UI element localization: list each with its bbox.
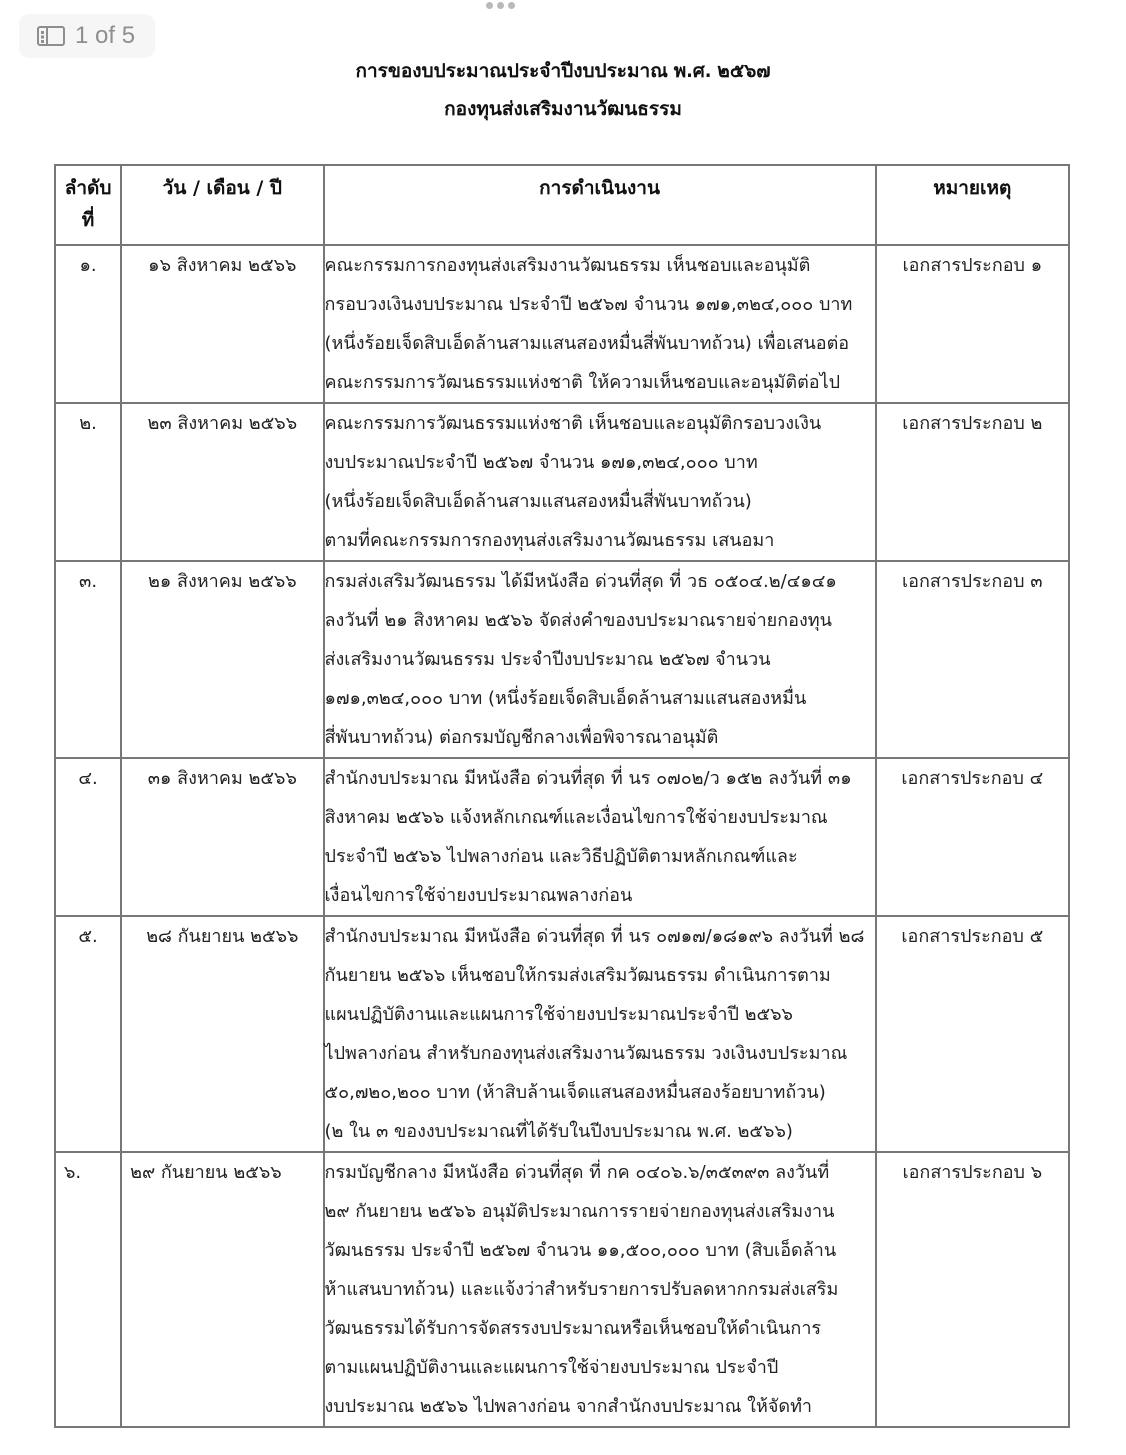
header-remark: หมายเหตุ (876, 165, 1069, 245)
table-row (55, 916, 1069, 1152)
action-line: (หนึ่งร้อยเจ็ดสิบเอ็ดล้านสามแสนสองหมื่นสี่พันบาทถ้วน) เพื่อเสนอต่อ (324, 333, 850, 354)
action-line: คณะกรรมการวัฒนธรรมแห่งชาติ ให้ความเห็นชอบและอนุมัติต่อไป (324, 372, 841, 393)
budget-timeline-table (54, 164, 1070, 1428)
action-line: ตามที่คณะกรรมการกองทุนส่งเสริมงานวัฒนธรรม เสนอมา (324, 530, 775, 551)
row-no: ๔. (55, 758, 121, 916)
header-action: การดำเนินงาน (324, 165, 876, 245)
action-line: ไปพลางก่อน สำหรับกองทุนส่งเสริมงานวัฒนธรรม วงเงินงบประมาณ (324, 1043, 848, 1064)
row-remark: เอกสารประกอบ ๔ (876, 758, 1069, 916)
action-line: งบประมาณ ๒๕๖๖ ไปพลางก่อน จากสำนักงบประมาณ ให้จัดทำ (324, 1396, 813, 1417)
table-row (55, 403, 1069, 561)
row-date: ๑๖ สิงหาคม ๒๕๖๖ (121, 245, 323, 403)
row-no: ๕. (55, 916, 121, 1152)
row-date: ๒๘ กันยายน ๒๕๖๖ (121, 916, 323, 1152)
header-date: วัน / เดือน / ปี (121, 165, 323, 245)
action-line: ส่งเสริมงานวัฒนธรรม ประจำปีงบประมาณ ๒๕๖๗ จำนวน (324, 649, 771, 670)
row-action (324, 245, 876, 403)
table-row (55, 758, 1069, 916)
row-remark: เอกสารประกอบ ๓ (876, 561, 1069, 758)
action-line: ๒๙ กันยายน ๒๕๖๖ อนุมัติประมาณการรายจ่ายกองทุนส่งเสริมงาน (324, 1201, 835, 1222)
header-no-line1: ลำดับ (64, 177, 112, 199)
row-date: ๓๑ สิงหาคม ๒๕๖๖ (121, 758, 323, 916)
action-line: กันยายน ๒๕๖๖ เห็นชอบให้กรมส่งเสริมวัฒนธรรม ดำเนินการตาม (324, 965, 831, 986)
header-no (55, 165, 121, 245)
action-line: วัฒนธรรม ประจำปี ๒๕๖๗ จำนวน ๑๑,๕๐๐,๐๐๐ บาท (สิบเอ็ดล้าน (324, 1240, 837, 1261)
dot (508, 2, 515, 9)
action-line: (๒ ใน ๓ ของงบประมาณที่ได้รับในปีงบประมาณ พ.ศ. ๒๕๖๖) (324, 1121, 793, 1142)
document-subtitle: กองทุนส่งเสริมงานวัฒนธรรม (444, 98, 682, 120)
action-line: เงื่อนไขการใช้จ่ายงบประมาณพลางก่อน (324, 885, 633, 906)
row-no: ๒. (55, 403, 121, 561)
more-options-icon[interactable] (482, 0, 518, 10)
action-line: ตามแผนปฏิบัติงานและแผนการใช้จ่ายงบประมาณ ประจำปี (324, 1357, 779, 1378)
action-line: แผนปฏิบัติงานและแผนการใช้จ่ายงบประมาณประจำปี ๒๕๖๖ (324, 1004, 793, 1025)
header-no-line2: ที่ (81, 209, 95, 231)
table-header-row (55, 165, 1069, 245)
action-line: ห้าแสนบาทถ้วน) และแจ้งว่าสำหรับรายการปรับลดหากกรมส่งเสริม (324, 1279, 839, 1300)
row-action (324, 1152, 876, 1427)
action-line: ลงวันที่ ๒๑ สิงหาคม ๒๕๖๖ จัดส่งคำของบประมาณรายจ่ายกองทุน (324, 610, 832, 631)
action-line: กรมส่งเสริมวัฒนธรรม ได้มีหนังสือ ด่วนที่สุด ที่ วธ ๐๕๐๔.๒/๔๑๔๑ (324, 571, 837, 592)
row-date: ๒๓ สิงหาคม ๒๕๖๖ (121, 403, 323, 561)
action-line: (หนึ่งร้อยเจ็ดสิบเอ็ดล้านสามแสนสองหมื่นสี่พันบาทถ้วน) (324, 491, 752, 512)
row-action (324, 561, 876, 758)
action-line: กรอบวงเงินงบประมาณ ประจำปี ๒๕๖๗ จำนวน ๑๗๑,๓๒๔,๐๐๐ บาท (324, 294, 853, 315)
row-action (324, 758, 876, 916)
row-no: ๓. (55, 561, 121, 758)
document-title: การของบประมาณประจำปีงบประมาณ พ.ศ. ๒๕๖๗ (355, 60, 771, 82)
action-line: คณะกรรมการวัฒนธรรมแห่งชาติ เห็นชอบและอนุมัติกรอบวงเงิน (324, 413, 822, 434)
row-remark: เอกสารประกอบ ๑ (876, 245, 1069, 403)
action-line: คณะกรรมการกองทุนส่งเสริมงานวัฒนธรรม เห็นชอบและอนุมัติ (324, 255, 811, 276)
row-date: ๒๙ กันยายน ๒๕๖๖ (121, 1152, 323, 1427)
action-line: วัฒนธรรมได้รับการจัดสรรงบประมาณหรือเห็นชอบให้ดำเนินการ (324, 1318, 822, 1339)
sidebar-icon (37, 26, 65, 46)
page-indicator-button[interactable] (19, 14, 155, 58)
action-line: สิงหาคม ๒๕๖๖ แจ้งหลักเกณฑ์และเงื่อนไขการใช้จ่ายงบประมาณ (324, 807, 828, 828)
dot (486, 2, 493, 9)
row-remark: เอกสารประกอบ ๒ (876, 403, 1069, 561)
action-line: สำนักงบประมาณ มีหนังสือ ด่วนที่สุด ที่ นร ๐๗๑๗/๑๘๑๙๖ ลงวันที่ ๒๘ (324, 926, 865, 947)
action-line: ๑๗๑,๓๒๔,๐๐๐ บาท (หนึ่งร้อยเจ็ดสิบเอ็ดล้านสามแสนสองหมื่น (324, 688, 807, 709)
row-date: ๒๑ สิงหาคม ๒๕๖๖ (121, 561, 323, 758)
action-line: ๕๐,๗๒๐,๒๐๐ บาท (ห้าสิบล้านเจ็ดแสนสองหมื่นสองร้อยบาทถ้วน) (324, 1082, 826, 1103)
action-line: สำนักงบประมาณ มีหนังสือ ด่วนที่สุด ที่ นร ๐๗๐๒/ว ๑๕๒ ลงวันที่ ๓๑ (324, 768, 852, 789)
action-line: ประจำปี ๒๕๖๖ ไปพลางก่อน และวิธีปฏิบัติตามหลักเกณฑ์และ (324, 846, 798, 867)
row-remark: เอกสารประกอบ ๕ (876, 916, 1069, 1152)
row-no: ๖. (55, 1152, 121, 1427)
action-line: กรมบัญชีกลาง มีหนังสือ ด่วนที่สุด ที่ กค ๐๔๐๖.๖/๓๕๓๙๓ ลงวันที่ (324, 1162, 830, 1183)
row-no: ๑. (55, 245, 121, 403)
action-line: สี่พันบาทถ้วน) ต่อกรมบัญชีกลางเพื่อพิจารณาอนุมัติ (324, 727, 719, 748)
action-line: งบประมาณประจำปี ๒๕๖๗ จำนวน ๑๗๑,๓๒๔,๐๐๐ บาท (324, 452, 758, 473)
row-action (324, 916, 876, 1152)
row-action (324, 403, 876, 561)
table-row (55, 245, 1069, 403)
page-indicator-label: 1 of 5 (75, 22, 136, 49)
dot (497, 2, 504, 9)
table-row (55, 561, 1069, 758)
table-row (55, 1152, 1069, 1427)
row-remark: เอกสารประกอบ ๖ (876, 1152, 1069, 1427)
